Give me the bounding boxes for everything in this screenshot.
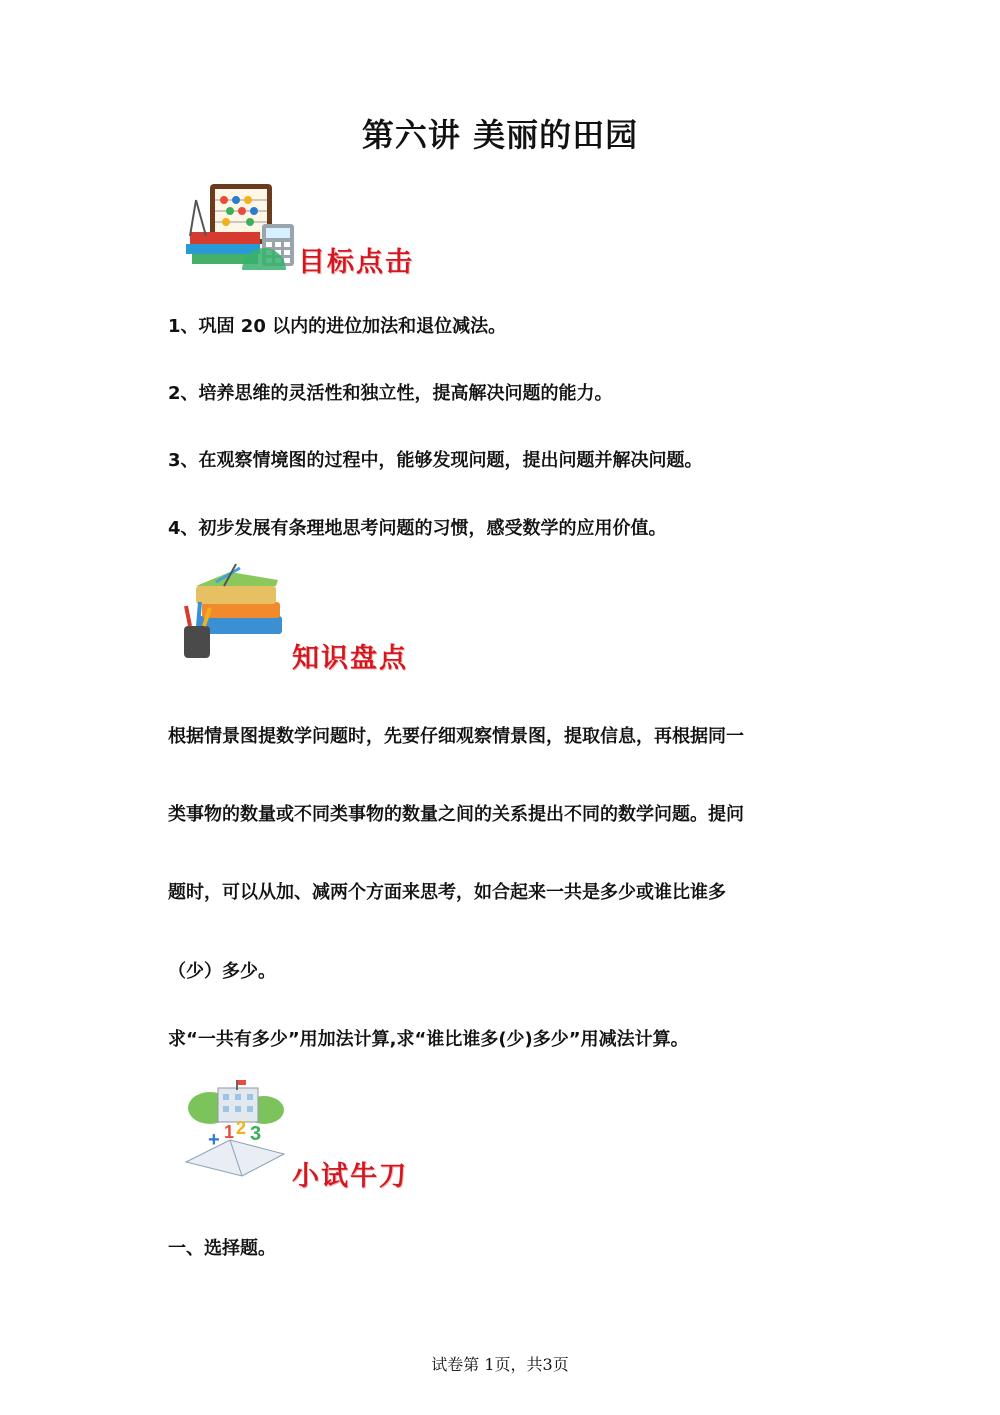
section-heading-choice: 一、选择题。 <box>168 1238 276 1259</box>
goals-banner-label: 目标点击 <box>298 247 414 278</box>
goal-item-4: 4、初步发展有条理地思考问题的习惯，感受数学的应用价值。 <box>168 518 667 539</box>
books-pencil-cup-icon <box>180 562 290 662</box>
knowledge-line-4: （少）多少。 <box>168 961 276 982</box>
knowledge-line-1: 根据情景图提数学问题时，先要仔细观察情景图，提取信息，再根据同一 <box>168 726 744 747</box>
knowledge-line-3: 题时，可以从加、减两个方面来思考，如合起来一共是多少或谁比谁多 <box>168 882 726 903</box>
math-tools-icon <box>180 180 300 272</box>
knowledge-line-2: 类事物的数量或不同类事物的数量之间的关系提出不同的数学问题。提问 <box>168 804 744 825</box>
school-numbers-icon <box>180 1078 290 1180</box>
goal-item-3: 3、在观察情境图的过程中，能够发现问题，提出问题并解决问题。 <box>168 450 703 471</box>
goals-banner <box>180 180 414 278</box>
svg-text:+: + <box>208 1129 220 1151</box>
knowledge-banner <box>180 562 408 674</box>
svg-text:1: 1 <box>224 1122 235 1142</box>
svg-text:3: 3 <box>250 1123 262 1145</box>
page-title: 第六讲 美丽的田园 <box>361 116 639 154</box>
knowledge-banner-label: 知识盘点 <box>292 643 408 674</box>
goal-item-1: 1、巩固 20 以内的进位加法和退位减法。 <box>168 316 507 337</box>
practice-banner <box>180 1078 408 1192</box>
practice-banner-label: 小试牛刀 <box>292 1161 408 1192</box>
knowledge-rule: 求“一共有多少”用加法计算,求“谁比谁多(少)多少”用减法计算。 <box>168 1029 689 1050</box>
svg-text:2: 2 <box>236 1118 247 1138</box>
page-footer: 试卷第 1页，共3页 <box>431 1355 569 1374</box>
goal-item-2: 2、培养思维的灵活性和独立性，提高解决问题的能力。 <box>168 383 613 404</box>
